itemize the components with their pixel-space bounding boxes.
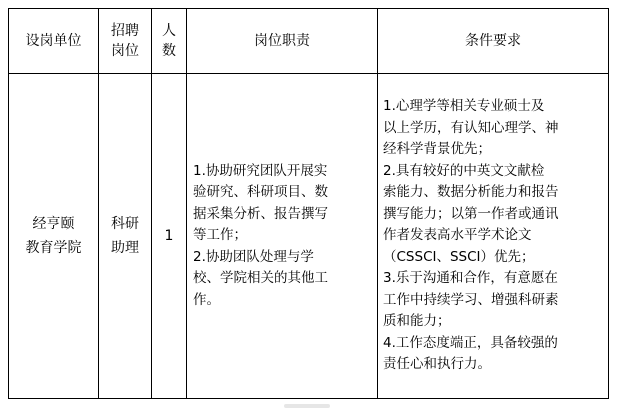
row-duties-text: 1.协助研究团队开展实 验研究、科研项目、数 据采集分析、报告撰写 等工作； 2.协助团队处理与学 校、学院相关的其他工 作。 xyxy=(193,162,328,308)
header-position xyxy=(99,9,151,73)
row-duties xyxy=(193,74,375,398)
row-count xyxy=(152,74,186,398)
header-unit-text: 设岗单位 xyxy=(25,33,82,49)
row-count-text: 1 xyxy=(164,228,174,244)
row-position-text: 科研 助理 xyxy=(111,216,139,256)
header-duties-text: 岗位职责 xyxy=(254,33,310,49)
row-unit xyxy=(9,74,98,398)
header-requirements xyxy=(378,9,608,73)
scroll-indicator xyxy=(284,404,330,408)
table-border-right xyxy=(608,8,609,399)
row-position xyxy=(99,74,151,398)
header-count-text: 人 数 xyxy=(162,23,176,59)
header-requirements-text: 条件要求 xyxy=(465,33,521,49)
row-requirements xyxy=(383,74,607,398)
header-position-text: 招聘 岗位 xyxy=(111,23,139,59)
header-count xyxy=(152,9,186,73)
row-requirements-text: 1.心理学等相关专业硕士及 以上学历，有认知心理学、神 经科学背景优先； 2.具有较好的中英文文献检 索能力、数据分析能力和报告 撰写能力；以第一作者或通讯 作者发表高水平学术论文 （CSSCI、SSCI）优先； 3.乐于沟通和合作，有意愿在 工作中持续学习、增强科研素 质和能力； 4.工作态度端正，具备较强的 责任心和执行力。 xyxy=(383,98,559,373)
header-duties xyxy=(187,9,377,73)
row-unit-text: 经亨颐 教育学院 xyxy=(25,216,82,256)
header-unit xyxy=(9,9,98,73)
